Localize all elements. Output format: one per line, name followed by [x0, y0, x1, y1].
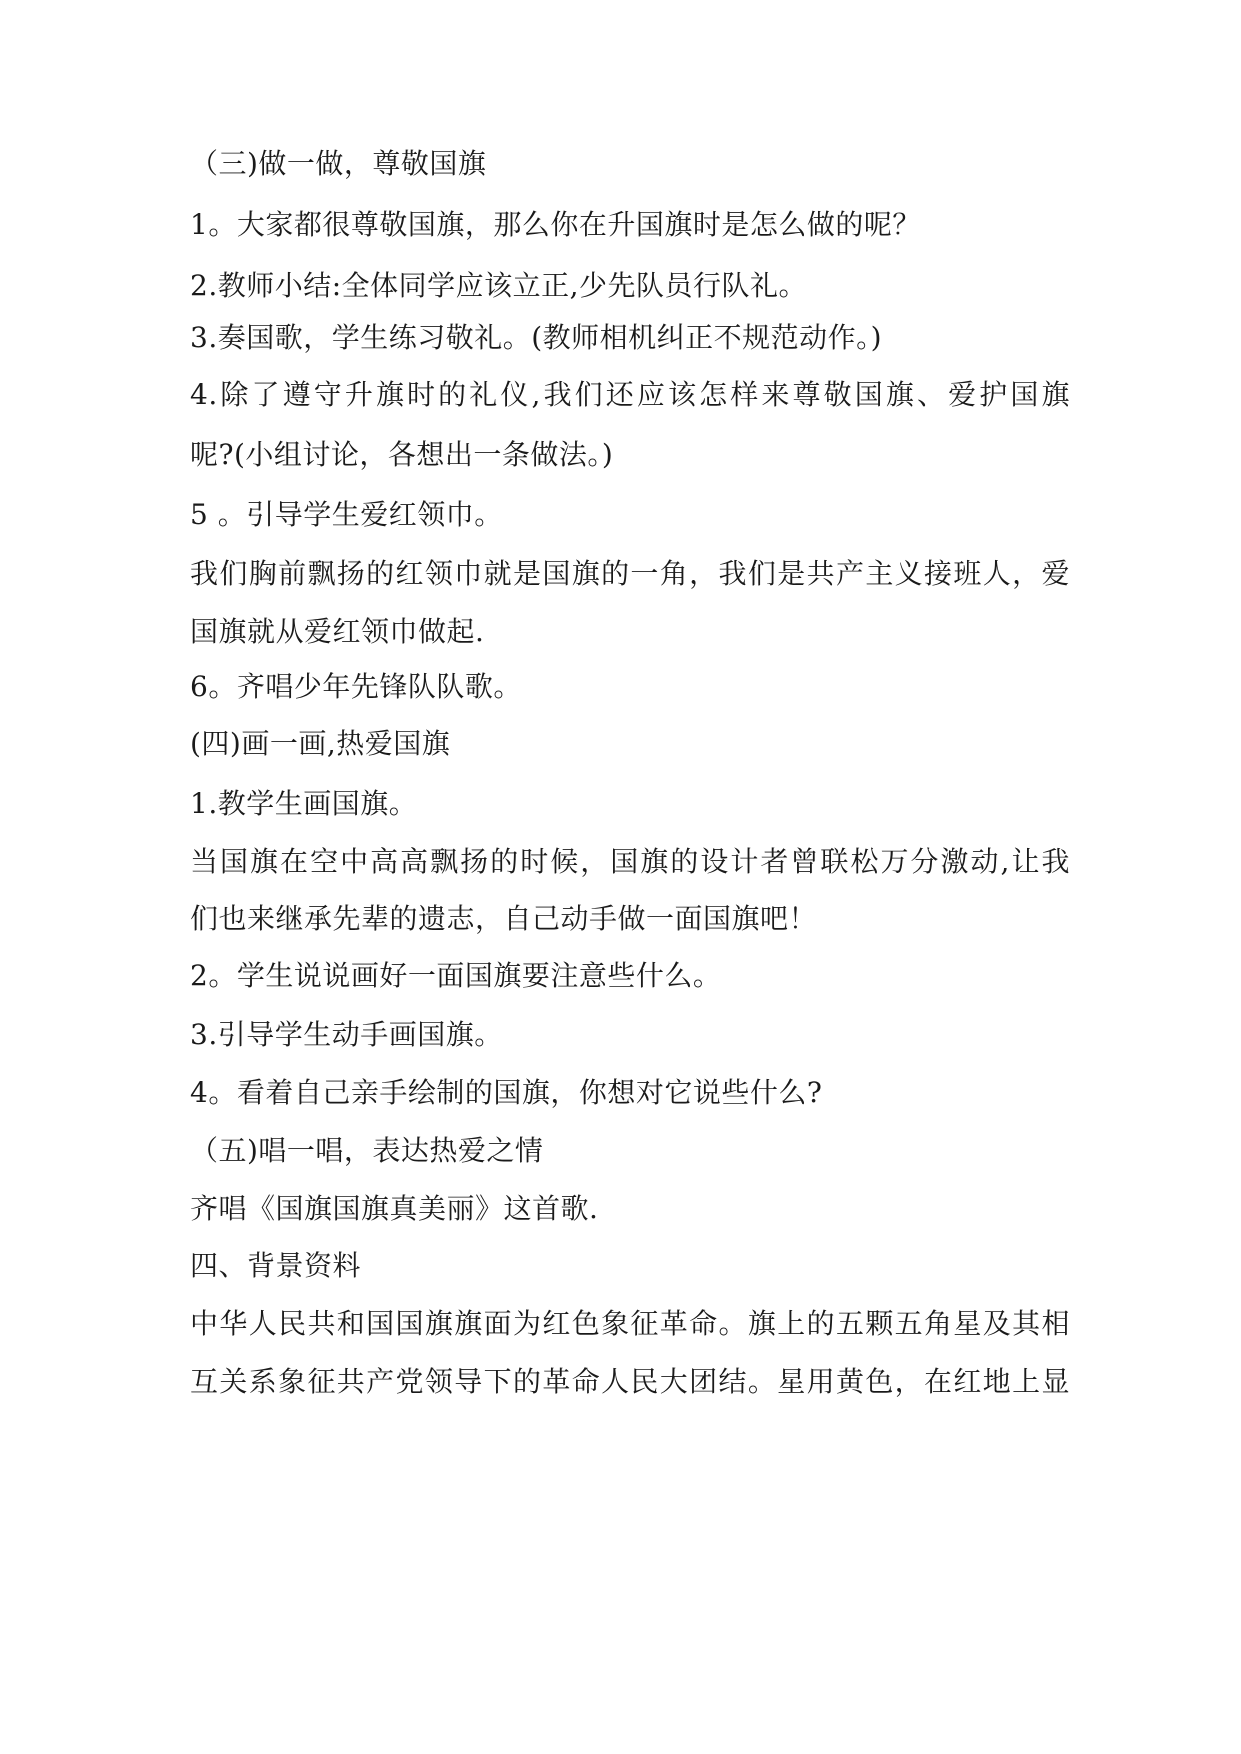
section-heading-3: （三)做一做，尊敬国旗: [190, 147, 487, 180]
section-heading-5: （五)唱一唱，表达热爱之情: [190, 1134, 544, 1167]
paragraph-line: 我们胸前飘扬的红领巾就是国旗的一角，我们是共产主义接班人，爱: [190, 557, 1070, 590]
paragraph-line: 2.教师小结:全体同学应该立正,少先队员行队礼。: [190, 269, 808, 302]
paragraph-line: 中华人民共和国国旗旗面为红色象征革命。旗上的五颗五角星及其相: [190, 1307, 1070, 1340]
paragraph-line: 齐唱《国旗国旗真美丽》这首歌.: [190, 1192, 599, 1225]
paragraph-line: 3.引导学生动手画国旗。: [190, 1018, 503, 1051]
paragraph-line: 国旗就从爱红领巾做起.: [190, 615, 485, 648]
section-heading-4: (四)画一画,热爱国旗: [190, 727, 451, 760]
paragraph-line: 5 。引导学生爱红领巾。: [190, 498, 503, 531]
paragraph-line: 1.教学生画国旗。: [190, 787, 418, 820]
paragraph-line: 6。齐唱少年先锋队队歌。: [190, 670, 522, 703]
paragraph-line: 4.除了遵守升旗时的礼仪,我们还应该怎样来尊敬国旗、爱护国旗: [190, 378, 1070, 411]
paragraph-line: 2。学生说说画好一面国旗要注意些什么。: [190, 959, 722, 992]
section-heading-background: 四、背景资料: [190, 1249, 362, 1282]
paragraph-line: 呢?(小组讨论，各想出一条做法。): [190, 438, 614, 471]
paragraph-line: 互关系象征共产党领导下的革命人民大团结。星用黄色，在红地上显: [190, 1365, 1070, 1398]
paragraph-line: 4。看着自己亲手绘制的国旗，你想对它说些什么?: [190, 1076, 823, 1109]
paragraph-line: 当国旗在空中高高飘扬的时候，国旗的设计者曾联松万分激动,让我: [190, 845, 1070, 878]
paragraph-line: 1。大家都很尊敬国旗，那么你在升国旗时是怎么做的呢？: [190, 208, 921, 241]
paragraph-line: 3.奏国歌，学生练习敬礼。(教师相机纠正不规范动作。): [190, 321, 883, 354]
paragraph-line: 们也来继承先辈的遗志，自己动手做一面国旗吧！: [190, 902, 818, 935]
